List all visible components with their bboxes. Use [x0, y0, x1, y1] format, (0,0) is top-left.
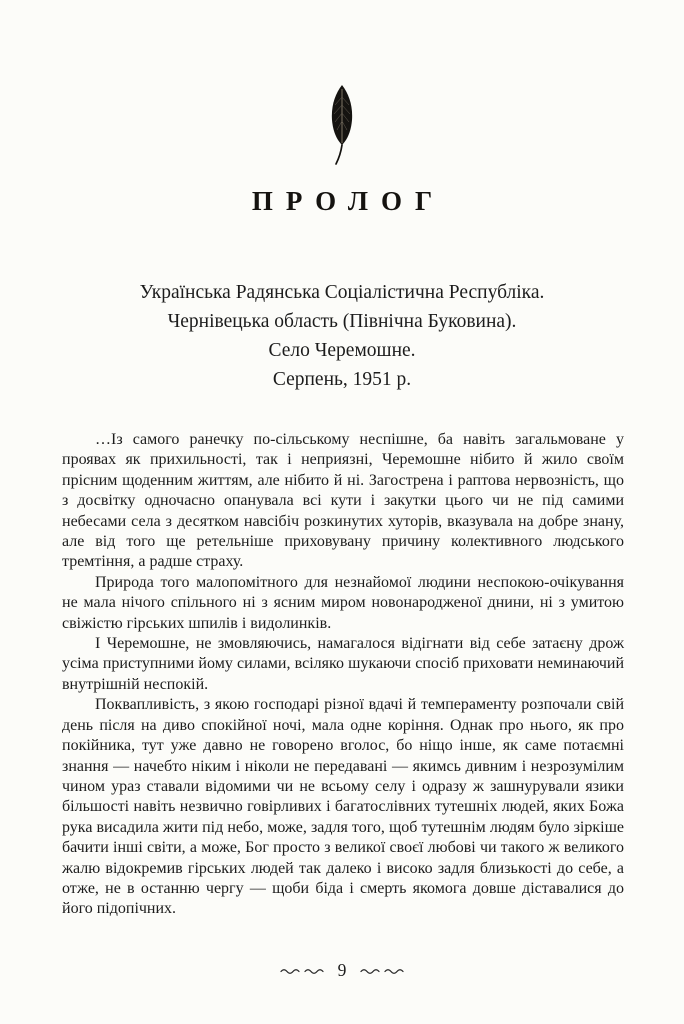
squiggle-right-icon	[360, 967, 404, 975]
epigraph-line: Село Черемошне.	[268, 340, 416, 361]
paragraph: Природа того малопомітного для незнайомої людини неспокою-очікування не мала нічого спільного ні з ясним миром новонародженої днини, ні з умитою свіжістю гірських шпилів і видолинків.	[62, 573, 624, 632]
epigraph-line: Чернівецька область (Північна Буковина).	[167, 311, 517, 332]
leaf-ornament	[0, 84, 684, 166]
paragraph: …Із самого ранечку по-сільському неспішне, ба навіть загальмоване у проявах як прихильності, так і неприязні, Черемошне нібито й жило своїм прісним щоденним життям, але нібито й ні. Загострена і раптова нервозність, що з досвітку одночасно опанувала всі кути і закутки цього чи не під самими небесами села з десятком навсібіч розкинутих хуторів, вказувала на добре знану, але від того ще ретельніше приховувану причину колективного людського тремтіння, а радше страху.	[62, 431, 624, 571]
leaf-icon	[325, 84, 359, 166]
epigraph-line: Серпень, 1951 р.	[272, 369, 412, 390]
paragraph: Поквапливість, з якою господарі різної вдачі й темпераменту розпочали свій день після на диво спокійної ночі, мала одне коріння. Однак про нього, як про покійника, тут уже давно не говорено вголос, бо ніщо інше, як саме потаємні знання — начебто ніким і ніколи не передавані — якимсь дивним і незрозумілим чином ураз ставали відомими чи не всьому селу і одразу ж зашнурували язики більшості навіть незвично говірливих і багатослівних тутешніх людей, яких Божа рука висадила жити під небо, може, задля того, щоб тутешнім людям було зіркіше бачити інші світи, а може, Бог просто з великої своєї любові чи такого ж великого жалю відокремив гірських людей так далеко і високо задля близькості до себе, а отже, не в останню чергу — щоби біда і смерть якомога довше діставалися до його підопічних.	[62, 696, 624, 918]
squiggle-left-icon	[280, 967, 324, 975]
body-text	[62, 430, 624, 920]
chapter-title: ПРОЛОГ	[251, 186, 446, 216]
epigraph-line: Українська Радянська Соціалістична Республіка.	[139, 282, 545, 303]
page-number: 9	[337, 960, 347, 980]
paragraph: І Черемошне, не змовляючись, намагалося відігнати від себе затаєну дрож усіма приступними йому силами, всіляко шукаючи спосіб приховати неминаючий внутрішній неспокій.	[62, 635, 624, 693]
epigraph-block	[40, 278, 644, 394]
page-footer	[0, 960, 684, 981]
